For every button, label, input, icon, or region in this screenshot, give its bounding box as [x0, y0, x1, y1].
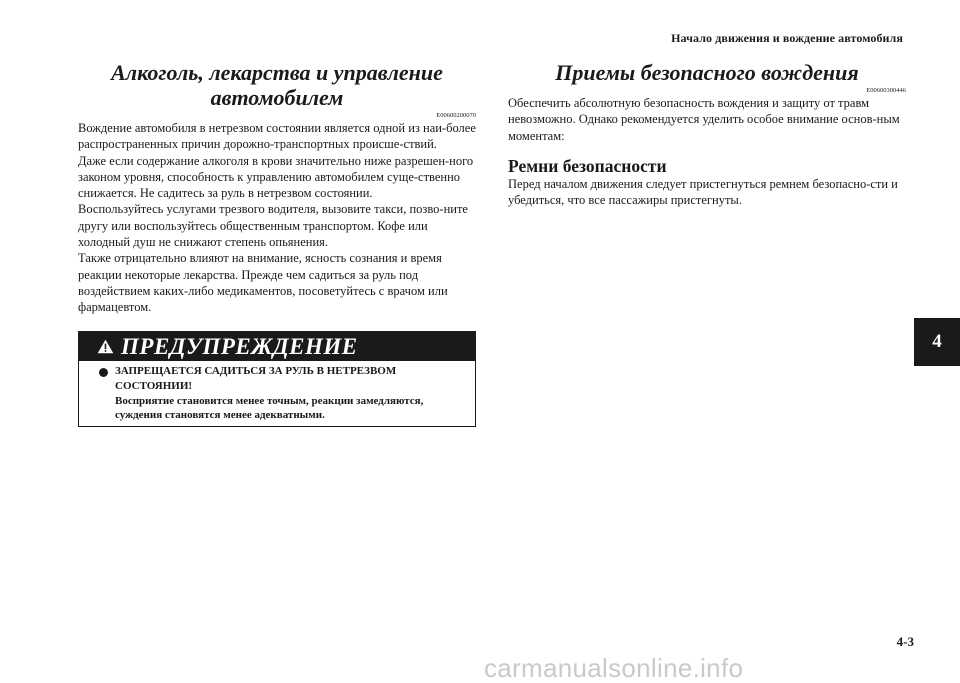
section-code: E00600200070 — [436, 112, 476, 119]
warning-title: ПРЕДУПРЕЖДЕНИЕ — [121, 334, 358, 359]
warning-header — [79, 332, 475, 361]
paragraph: Вождение автомобиля в нетрезвом состоянии является одной из наи-более распространенных причин дорожно-транспортных происше-ствий. — [78, 121, 476, 152]
warning-box — [78, 331, 476, 427]
section-title-safe-driving: Приемы безопасного вождения — [555, 60, 859, 85]
section-title-alcohol: Алкоголь, лекарства и управление автомобилем — [111, 60, 443, 110]
paragraph: Обеспечить абсолютную безопасность вождения и защиту от травм невозможно. Однако рекомендуется уделить особое внимание основ-ным моментам: — [508, 96, 900, 143]
paragraph: Воспользуйтесь услугами трезвого водителя, вызовите такси, позво-ните другу или воспользуйтесь общественным транспортом. Кофе или холодный душ не снижают степень опьянения. — [78, 202, 468, 250]
paragraph: Также отрицательно влияют на внимание, ясность сознания и время реакции некоторые лекарства. Прежде чем садиться за руль под воздействием каких-либо медикаментов, посоветуйтесь с врачом или фармацевтом. — [78, 251, 448, 315]
subheading-seat-belts: Ремни безопасности — [508, 155, 667, 176]
bullet-icon — [99, 368, 108, 377]
paragraph: Перед началом движения следует пристегнуться ремнем безопасно-сти и убедиться, что все пассажиры пристегнуты. — [508, 176, 898, 208]
warning-heading: ЗАПРЕЩАЕТСЯ САДИТЬСЯ ЗА РУЛЬ В НЕТРЕЗВОМ СОСТОЯНИИ! — [115, 365, 397, 392]
chapter-tab: 4 — [914, 318, 960, 366]
warning-body — [79, 361, 475, 423]
watermark: carmanualsonline.info — [484, 653, 744, 683]
page-number: 4-3 — [896, 634, 914, 649]
right-column — [508, 60, 906, 208]
warning-triangle-icon — [97, 339, 114, 354]
paragraph: Даже если содержание алкоголя в крови значительно ниже разрешен-ного законом уровня, способность к управлению автомобилем суще-ственно снижается. Не садитесь за руль в нетрезвом состоянии. — [78, 153, 474, 201]
warning-text: Восприятие становится менее точным, реакции замедляются, суждения становятся менее адекватными. — [115, 394, 424, 422]
left-column — [78, 60, 476, 316]
running-header: Начало движения и вождение автомобиля — [671, 31, 903, 45]
section-code: E00600300446 — [866, 87, 906, 94]
